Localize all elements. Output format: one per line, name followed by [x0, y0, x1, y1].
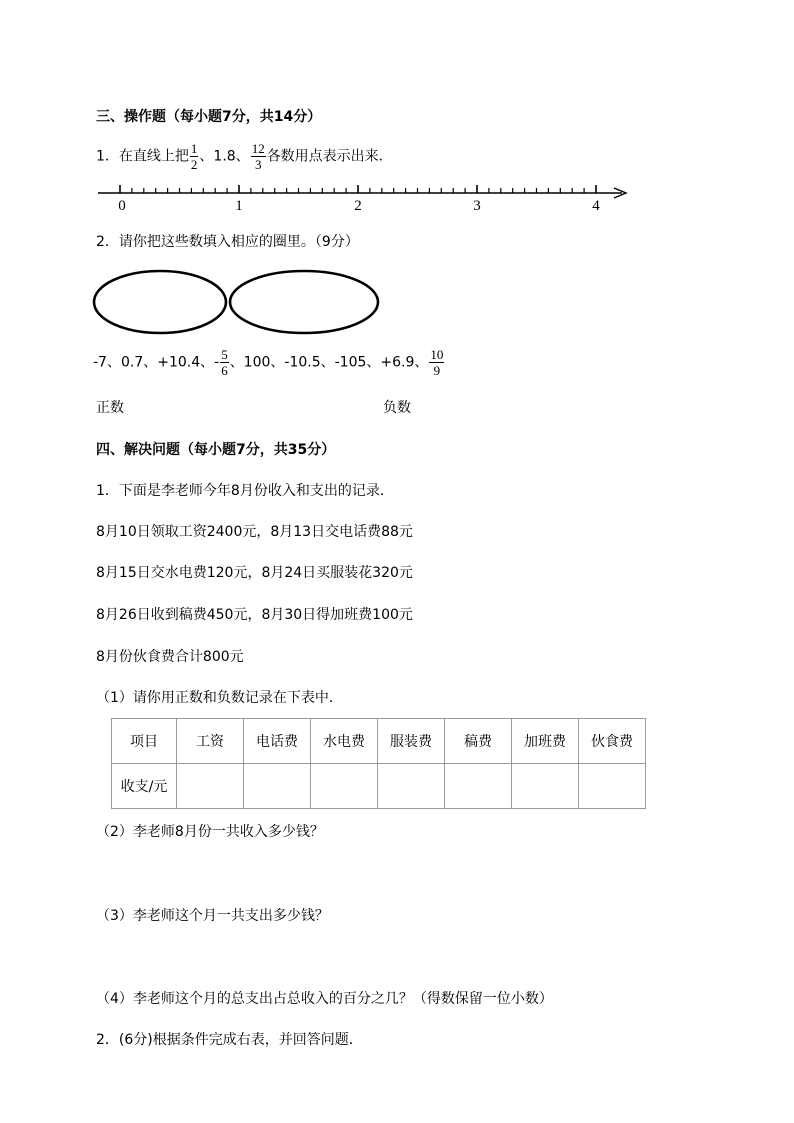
sub-question-2: （2）李老师8月份一共收入多少钱？	[96, 824, 324, 840]
section4-q2-text: 2．(6分)根据条件完成右表，并回答问题．	[96, 1032, 363, 1048]
section4-heading: 四、解决问题（每小题7分，共35分）	[96, 442, 336, 458]
fraction-twelve-thirds: $\frac{12}{3}$	[251, 141, 265, 172]
table-header-cell: 工资	[177, 719, 244, 764]
number-line	[90, 180, 635, 216]
number-line-ticks	[120, 185, 596, 193]
table-row	[112, 764, 646, 809]
number-line-labels	[118, 198, 600, 214]
table-answer-cell[interactable]	[512, 764, 579, 809]
negative-circle[interactable]	[230, 271, 378, 333]
table-header-cell: 电话费	[244, 719, 311, 764]
label-negative: 负数	[383, 400, 411, 416]
table-header-cell: 项目	[112, 719, 177, 764]
table-answer-cell[interactable]	[244, 764, 311, 809]
sub-question-1: （1）请你用正数和负数记录在下表中．	[96, 690, 343, 706]
section3-heading: 三、操作题（每小题7分，共14分）	[96, 109, 322, 125]
fraction-ten-ninths: $\frac{10}{9}$	[430, 347, 444, 378]
number-line-label: 2	[354, 198, 362, 214]
table-header-row	[112, 719, 646, 764]
number-line-label: 0	[118, 198, 126, 214]
table-row-label: 收支/元	[112, 764, 177, 809]
record-line-4: 8月份伙食费合计800元	[96, 649, 244, 665]
table-header-cell: 稿费	[445, 719, 512, 764]
fraction-five-sixths: $\frac{5}{6}$	[221, 347, 228, 378]
number-line-label: 1	[235, 198, 243, 214]
table-header-cell: 加班费	[512, 719, 579, 764]
label-positive: 正数	[96, 400, 124, 416]
q1-separator: 、1.8、	[199, 148, 250, 165]
numbers-part1: -7、0.7、+10.4、-	[93, 354, 220, 371]
record-line-2: 8月15日交水电费120元，8月24日买服装花320元	[96, 565, 413, 581]
table-answer-cell[interactable]	[311, 764, 378, 809]
q1-suffix: 各数用点表示出来．	[266, 148, 393, 165]
section3-q2-text: 2．请你把这些数填入相应的圈里。（9分）	[96, 234, 359, 250]
income-expense-table	[111, 718, 646, 809]
sorting-circles	[92, 268, 384, 338]
table-header-cell: 水电费	[311, 719, 378, 764]
sub-question-3: （3）李老师这个月一共支出多少钱？	[96, 908, 329, 924]
section3-q1	[96, 142, 393, 171]
positive-circle[interactable]	[94, 271, 226, 333]
q1-prefix: 1．在直线上把	[96, 148, 189, 165]
table-header-cell: 服装费	[378, 719, 445, 764]
fraction-one-half: $\frac{1}{2}$	[190, 141, 198, 172]
number-line-label: 4	[592, 198, 600, 214]
table-header-cell: 伙食费	[579, 719, 646, 764]
record-line-1: 8月10日领取工资2400元，8月13日交电话费88元	[96, 524, 413, 540]
table-answer-cell[interactable]	[579, 764, 646, 809]
record-line-3: 8月26日收到稿费450元，8月30日得加班费100元	[96, 607, 413, 623]
numbers-list	[93, 348, 445, 377]
table-answer-cell[interactable]	[378, 764, 445, 809]
section4-q1-intro: 1．下面是李老师今年8月份收入和支出的记录．	[96, 483, 394, 499]
number-line-label: 3	[473, 198, 481, 214]
sub-question-4: （4）李老师这个月的总支出占总收入的百分之几？（得数保留一位小数）	[96, 991, 553, 1007]
numbers-part2: 、100、-10.5、-105、+6.9、	[229, 354, 429, 371]
table-answer-cell[interactable]	[177, 764, 244, 809]
table-answer-cell[interactable]	[445, 764, 512, 809]
